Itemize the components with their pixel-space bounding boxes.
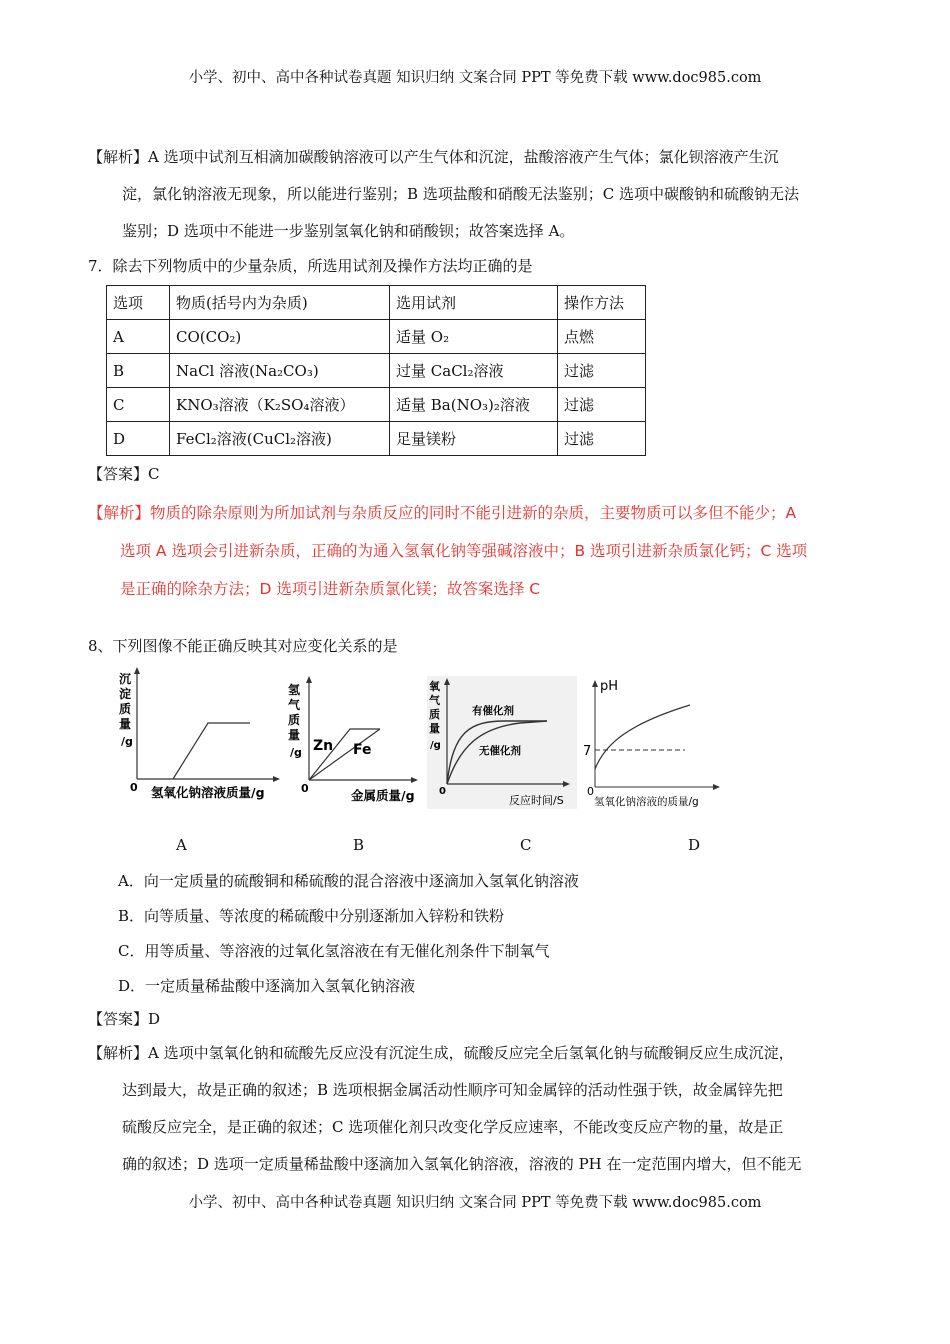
graph-a-ylabel-char: 量 [119, 717, 132, 731]
q7-analysis-line1: 【解析】物质的除杂原则为所加试剂与杂质反应的同时不能引进新的杂质，主要物质可以多但不能少；A [88, 504, 797, 522]
table-cell: 足量镁粉 [390, 422, 558, 456]
fig-label-c: C [520, 836, 532, 854]
graph-c-ylabel-char: 气 [429, 694, 440, 707]
q7-analysis-line3: 是正确的除杂方法；D 选项引进新杂质氯化镁；故答案选择 C [120, 580, 541, 598]
q8-choice-c: C．用等质量、等溶液的过氧化氢溶液在有无催化剂条件下制氧气 [118, 942, 550, 960]
graph-d-ylabel: pH [600, 679, 619, 694]
graph-b-origin: 0 [301, 782, 309, 795]
table-header-cell: 选用试剂 [390, 286, 558, 320]
q7-stem: 7．除去下列物质中的少量杂质，所选用试剂及操作方法均正确的是 [88, 257, 533, 275]
graph-d-origin: 0 [587, 785, 594, 798]
table-row [107, 354, 646, 388]
graph-c-ylabel-char: /g [430, 740, 441, 751]
graph-a-ylabel-char: /g [121, 735, 133, 748]
graph-a [115, 665, 285, 810]
graph-a-ylabel-char: 淀 [119, 687, 132, 701]
q6-analysis-line3: 鉴别；D 选项中不能进一步鉴别氢氧化钠和硝酸钡；故答案选择 A。 [122, 222, 575, 240]
table-cell: KNO₃溶液（K₂SO₄溶液） [170, 388, 390, 422]
q8-analysis-line1: 【解析】A 选项中氢氧化钠和硫酸先反应没有沉淀生成，硫酸反应完全后氢氧化钠与硫酸铜反应生成沉淀， [88, 1044, 794, 1062]
table-cell: C [107, 388, 170, 422]
page-header: 小学、初中、高中各种试卷真题 知识归纳 文案合同 PPT 等免费下载 www.doc985.com [188, 70, 762, 86]
q6-analysis [88, 139, 878, 250]
graph-c-ylabel-char: 氧 [429, 680, 440, 693]
graph-c-xlabel: 反应时间/S [509, 794, 564, 807]
table-row [107, 422, 646, 456]
q8-choice-b: B．向等质量、等浓度的稀硫酸中分别逐渐加入锌粉和铁粉 [118, 907, 505, 925]
fig-label-b: B [353, 836, 365, 854]
table-cell: 点燃 [558, 320, 646, 354]
table-header-cell: 操作方法 [558, 286, 646, 320]
q8-answer: 【答案】D [88, 1010, 161, 1028]
page-footer: 小学、初中、高中各种试卷真题 知识归纳 文案合同 PPT 等免费下载 www.doc985.com [188, 1195, 762, 1211]
q7-options-table [106, 285, 646, 456]
q8-analysis-line4: 确的叙述；D 选项一定质量稀盐酸中逐滴加入氢氧化钠溶液，溶液的 PH 在一定范围内增大，但不能无 [122, 1155, 802, 1173]
q7-analysis-line2: 选项 A 选项会引进新杂质，正确的为通入氢氧化钠等强碱溶液中；B 选项引进新杂质氯化钙；C 选项 [120, 542, 808, 560]
fig-label-a: A [176, 836, 187, 854]
table-cell: NaCl 溶液(Na₂CO₃) [170, 354, 390, 388]
table-cell: B [107, 354, 170, 388]
table-cell: 适量 Ba(NO₃)₂溶液 [390, 388, 558, 422]
graph-b-fe-label: Fe [353, 742, 372, 758]
graph-b-ylabel-char: /g [290, 746, 302, 759]
table-cell: 过滤 [558, 388, 646, 422]
graph-b-ylabel-char: 气 [288, 698, 301, 712]
table-cell: CO(CO₂) [170, 320, 390, 354]
graph-d-curve [595, 705, 690, 769]
table-cell: 过滤 [558, 422, 646, 456]
graph-a-xlabel: 氢氧化钠溶液质量/g [151, 785, 265, 800]
q8-analysis [88, 1035, 878, 1183]
graph-d-xlabel: 氢氧化钠溶液的质量/g [594, 796, 699, 808]
q7-analysis [88, 494, 888, 608]
q6-analysis-line2: 淀，氯化钠溶液无现象，所以能进行鉴别；B 选项盐酸和硝酸无法鉴别；C 选项中碳酸钠和硫酸钠无法 [122, 185, 800, 203]
q8-analysis-line3: 硫酸反应完全，是正确的叙述；C 选项催化剂只改变化学反应速率，不能改变反应产物的量，故是正 [122, 1118, 784, 1136]
graph-c-no-catalyst-label: 无催化剂 [479, 745, 521, 757]
table-header-row [107, 286, 646, 320]
table-header-cell: 物质(括号内为杂质) [170, 286, 390, 320]
graph-c-ylabel-char: 量 [429, 722, 440, 735]
table-cell: D [107, 422, 170, 456]
graph-a-curve [173, 723, 250, 779]
graph-d [580, 672, 730, 812]
graph-b-ylabel-char: 氢 [288, 683, 301, 697]
table-cell: 过滤 [558, 354, 646, 388]
graph-b [285, 672, 425, 812]
graph-c [425, 676, 580, 811]
graph-d-seven: 7 [583, 744, 592, 759]
graph-a-ylabel-char: 质 [119, 702, 132, 716]
q8-analysis-line2: 达到最大，故是正确的叙述；B 选项根据金属活动性顺序可知金属锌的活动性强于铁，故金属锌先把 [122, 1081, 783, 1099]
table-header-cell: 选项 [107, 286, 170, 320]
graph-c-origin: 0 [439, 786, 446, 797]
graph-b-xlabel: 金属质量/g [351, 788, 415, 803]
table-cell: 适量 O₂ [390, 320, 558, 354]
q8-choice-a: A．向一定质量的硫酸铜和稀硫酸的混合溶液中逐滴加入氢氧化钠溶液 [118, 872, 579, 890]
table-cell: A [107, 320, 170, 354]
fig-label-d: D [688, 836, 701, 854]
graph-a-ylabel-char: 沉 [119, 672, 132, 686]
q6-analysis-line1: 【解析】A 选项中试剂互相滴加碳酸钠溶液可以产生气体和沉淀，盐酸溶液产生气体；氯化钡溶液产生沉 [88, 148, 779, 166]
table-row [107, 320, 646, 354]
q8-choice-d: D．一定质量稀盐酸中逐滴加入氢氧化钠溶液 [118, 977, 416, 995]
q7-answer: 【答案】C [88, 465, 160, 483]
table-cell: FeCl₂溶液(CuCl₂溶液) [170, 422, 390, 456]
graph-c-catalyst-label: 有催化剂 [472, 705, 514, 717]
graph-a-origin: 0 [130, 781, 138, 794]
graph-b-ylabel-char: 量 [288, 728, 301, 742]
graph-c-ylabel-char: 质 [429, 708, 440, 721]
table-row [107, 388, 646, 422]
table-cell: 过量 CaCl₂溶液 [390, 354, 558, 388]
graph-b-ylabel-char: 质 [288, 713, 301, 727]
q8-stem: 8、下列图像不能正确反映其对应变化关系的是 [88, 637, 398, 655]
graph-b-zn-label: Zn [313, 738, 334, 754]
